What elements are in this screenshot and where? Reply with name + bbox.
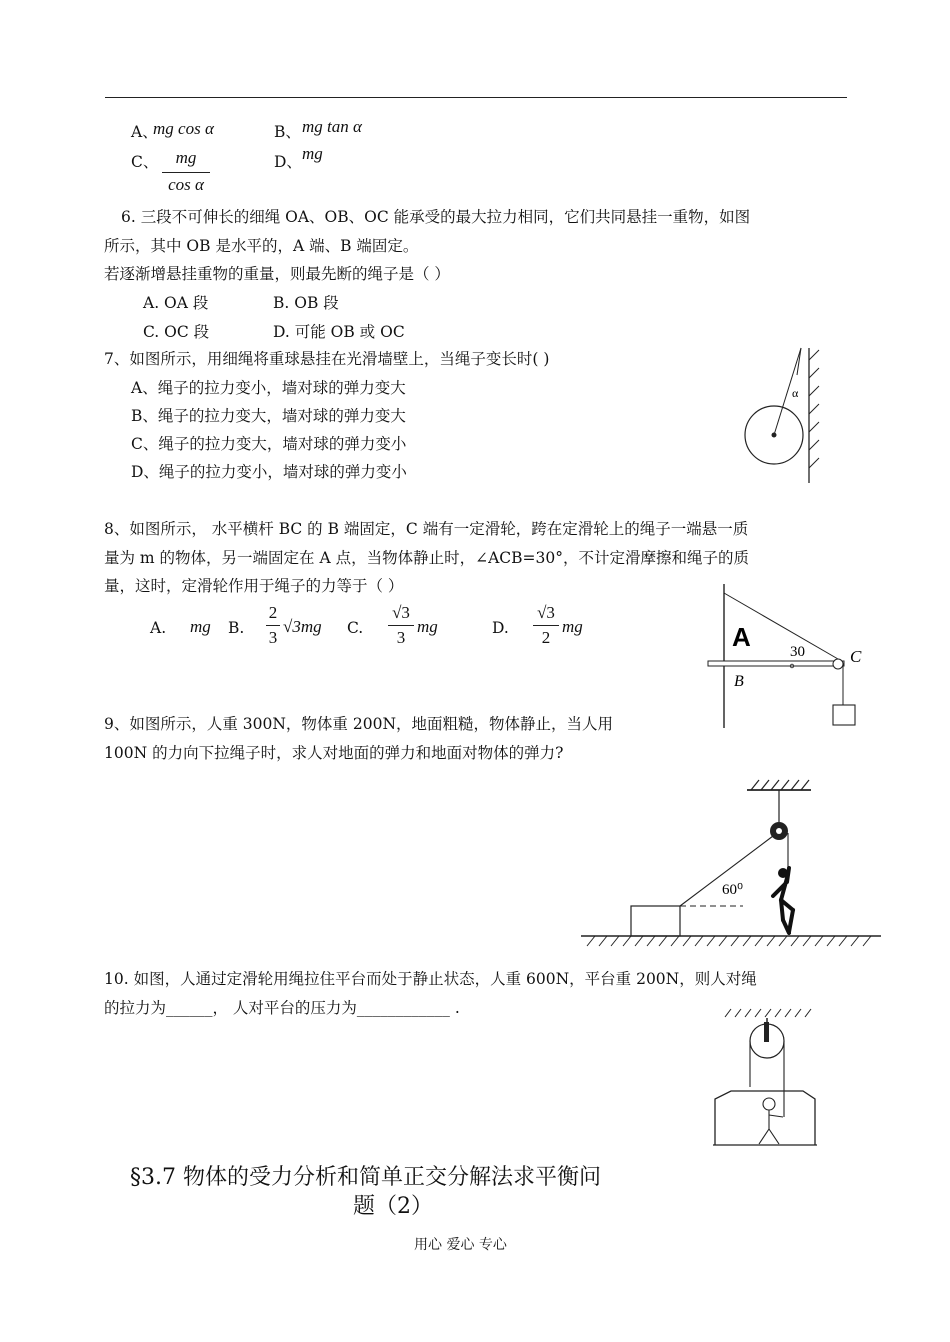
person-figure-icon — [773, 868, 793, 933]
person-figure-icon — [759, 1098, 783, 1144]
section-title-line-1: §3.7 物体的受力分析和简单正交分解法求平衡问 — [130, 1165, 601, 1190]
q8-line-1: 8、如图所示， 水平横杆 BC 的 B 端固定，C 端有一定滑轮，跨在定滑轮上的绳子一端悬一质 — [104, 520, 749, 538]
q5-option-c-fraction-bar — [162, 172, 210, 173]
q8-option-d-fraction-bar — [533, 625, 559, 626]
q7-option-a: A、绳子的拉力变小，墙对球的弹力变大 — [131, 379, 406, 397]
q8-option-d-numerator: √3 — [537, 603, 555, 622]
q8-option-c-fraction-bar — [388, 625, 414, 626]
q7-stem: 7、如图所示，用细绳将重球悬挂在光滑墙壁上，当绳子变长时( ) — [104, 350, 550, 368]
q5-option-d-expr: mg — [302, 144, 323, 163]
q5-option-d-label: D、 — [274, 153, 302, 171]
q8-line-2: 量为 m 的物体，另一端固定在 A 点，当物体静止时，∠ACB=30°，不计定滑摩擦和绳子的质 — [104, 549, 749, 567]
q7-option-c: C、绳子的拉力变大，墙对球的弹力变小 — [131, 435, 407, 453]
q10-line-1: 10. 如图，人通过定滑轮用绳拉住平台而处于静止状态，人重 600N，平台重 200N，则人对绳 — [104, 970, 757, 988]
q9-line-1: 9、如图所示，人重 300N，物体重 200N，地面粗糙，物体静止，当人用 — [104, 715, 614, 733]
q5-option-b-expr: mg tan α — [302, 117, 362, 136]
q8-option-b-expr: √3mg — [283, 617, 322, 636]
q5-option-c-denominator: cos α — [168, 175, 204, 194]
q8-figure-label-a: A — [732, 622, 751, 652]
q7-option-d: D、绳子的拉力变小，墙对球的弹力变小 — [131, 463, 407, 481]
q7-option-b: B、绳子的拉力变大，墙对球的弹力变大 — [131, 407, 406, 425]
q8-option-b-denominator: 3 — [268, 628, 278, 647]
q8-option-b-fraction-bar — [266, 625, 280, 626]
q10-figure-person-platform — [705, 1005, 825, 1150]
q6-option-a: A. OA 段 — [143, 294, 209, 312]
q7-figure-ball-on-wall — [735, 340, 825, 490]
header-rule — [105, 97, 847, 98]
q9-figure-person-pulley — [575, 770, 885, 950]
q7-figure-angle-label: α — [792, 386, 799, 400]
q9-line-2: 100N 的力向下拉绳子时，求人对地面的弹力和地面对物体的弹力? — [104, 744, 564, 762]
q6-line-1: 6. 三段不可伸长的细绳 OA、OB、OC 能承受的最大拉力相同，它们共同悬挂一重物，如图 — [121, 208, 751, 226]
q6-line-2: 所示，其中 OB 是水平的，A 端、B 端固定。 — [104, 237, 419, 255]
q5-option-c-label: C、 — [131, 153, 159, 171]
q6-option-d: D. 可能 OB 或 OC — [273, 323, 405, 341]
q6-line-3: 若逐渐增悬挂重物的重量，则最先断的绳子是（ ） — [104, 265, 450, 283]
q5-option-c-numerator: mg — [175, 148, 197, 167]
q6-option-c: C. OC 段 — [143, 323, 210, 341]
q5-option-a-label: A、 — [131, 123, 158, 141]
q5-option-a-expr: mg cos α — [153, 119, 214, 138]
q8-option-c-numerator: √3 — [392, 603, 410, 622]
q8-option-d-expr: mg — [562, 617, 583, 636]
q8-option-b-label: B. — [228, 619, 245, 637]
q8-option-b-numerator: 2 — [268, 603, 278, 622]
q6-option-b: B. OB 段 — [273, 294, 339, 312]
q8-option-c-denominator: 3 — [396, 628, 406, 647]
q8-line-3: 量，这时，定滑轮作用于绳子的力等于（ ） — [104, 577, 404, 595]
section-title-line-2: 题（2） — [353, 1194, 433, 1219]
page-footer: 用心 爱心 专心 — [414, 1237, 507, 1253]
q8-figure-label-b: B — [734, 673, 744, 690]
q8-option-c-expr: mg — [417, 617, 438, 636]
q8-figure-pulley-rod — [700, 580, 880, 730]
q8-option-d-denominator: 2 — [541, 628, 551, 647]
q8-option-a-label: A. — [150, 619, 167, 637]
q8-option-a-expr: mg — [190, 617, 211, 636]
q8-figure-label-c: C — [850, 647, 862, 666]
q8-figure-angle-label: 30 — [790, 644, 805, 660]
q10-line-2: 的拉力为______， 人对平台的压力为____________ . — [104, 999, 460, 1017]
q5-option-b-label: B、 — [274, 123, 301, 141]
q8-option-c-label: C. — [347, 619, 364, 637]
q9-figure-angle-label: 60⁰ — [722, 882, 744, 898]
q8-option-d-label: D. — [492, 619, 509, 637]
